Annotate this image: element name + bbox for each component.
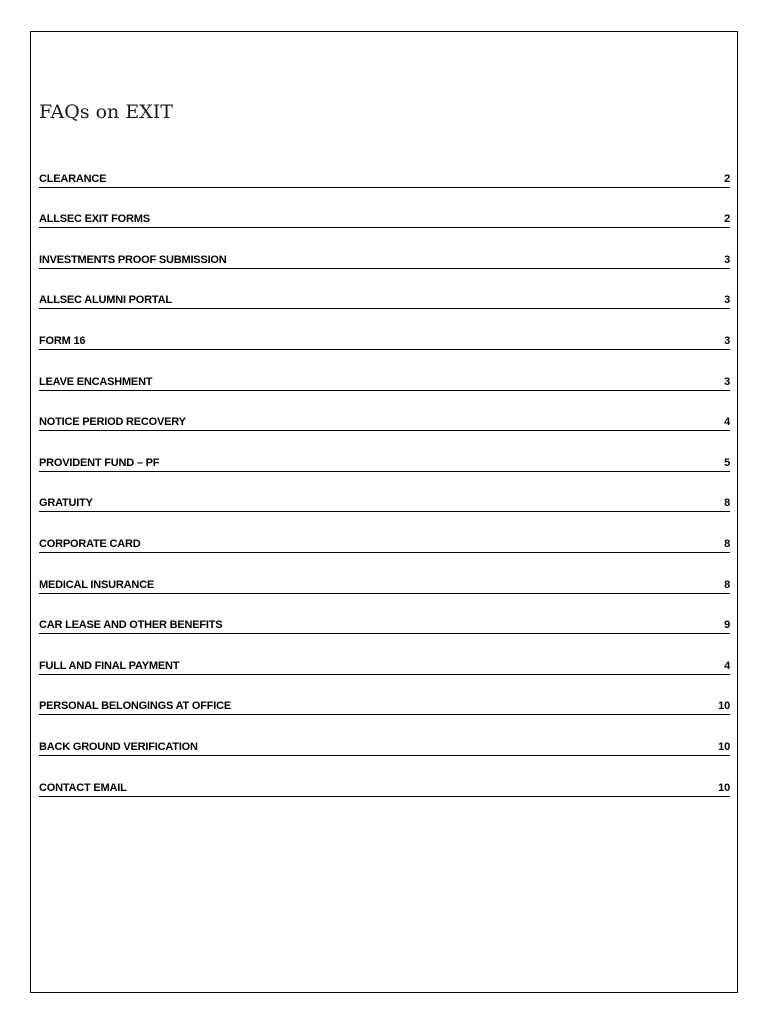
- toc-link-allsec-alumni-portal[interactable]: [39, 294, 730, 309]
- toc-entry-label: CLEARANCE: [39, 172, 107, 185]
- toc-entry-label: NOTICE PERIOD RECOVERY: [39, 416, 186, 429]
- toc-link-notice-period-recovery[interactable]: [39, 416, 730, 431]
- toc-entry-investments-proof-submission: [39, 228, 730, 269]
- toc-entry-label: CONTACT EMAIL: [39, 781, 127, 794]
- toc-entry-label: FULL AND FINAL PAYMENT: [39, 659, 180, 672]
- toc-entry-provident-fund: [39, 431, 730, 472]
- toc-entry-label: LEAVE ENCASHMENT: [39, 375, 153, 388]
- toc-entry-contact-email: [39, 756, 730, 797]
- document-page: [30, 31, 738, 993]
- toc-entry-page-number: 10: [718, 781, 730, 794]
- toc-entry-page-number: 4: [724, 416, 730, 429]
- toc-link-provident-fund[interactable]: [39, 457, 730, 472]
- toc-entry-label: MEDICAL INSURANCE: [39, 578, 154, 591]
- toc-entry-label: ALLSEC ALUMNI PORTAL: [39, 294, 172, 307]
- toc-entry-label: ALLSEC EXIT FORMS: [39, 213, 150, 226]
- toc-entry-page-number: 9: [724, 619, 730, 632]
- toc-entry-label: PROVIDENT FUND – PF: [39, 456, 160, 469]
- toc-entry-label: BACK GROUND VERIFICATION: [39, 740, 198, 753]
- toc-link-investments-proof-submission[interactable]: [39, 254, 730, 269]
- document-title: FAQs on EXIT: [39, 101, 173, 123]
- toc-entry-label: CORPORATE CARD: [39, 537, 141, 550]
- toc-link-medical-insurance[interactable]: [39, 579, 730, 594]
- toc-entry-gratuity: [39, 472, 730, 513]
- toc-link-gratuity[interactable]: [39, 497, 730, 512]
- toc-link-contact-email[interactable]: [39, 782, 730, 797]
- toc-link-full-and-final-payment[interactable]: [39, 660, 730, 675]
- toc-entry-page-number: 3: [724, 334, 730, 347]
- toc-entry-page-number: 2: [724, 172, 730, 185]
- toc-entry-medical-insurance: [39, 553, 730, 594]
- table-of-contents: [39, 147, 730, 797]
- toc-entry-label: INVESTMENTS PROOF SUBMISSION: [39, 253, 227, 266]
- toc-entry-label: PERSONAL BELONGINGS AT OFFICE: [39, 700, 232, 713]
- toc-entry-page-number: 3: [724, 375, 730, 388]
- toc-entry-page-number: 8: [724, 537, 730, 550]
- toc-entry-label: GRATUITY: [39, 497, 93, 510]
- toc-link-leave-encashment[interactable]: [39, 376, 730, 391]
- toc-entry-page-number: 3: [724, 294, 730, 307]
- toc-entry-form-16: [39, 309, 730, 350]
- toc-entry-page-number: 10: [718, 740, 730, 753]
- toc-entry-allsec-exit-forms: [39, 188, 730, 229]
- toc-link-allsec-exit-forms[interactable]: [39, 213, 730, 228]
- toc-entry-personal-belongings: [39, 675, 730, 716]
- toc-entry-allsec-alumni-portal: [39, 269, 730, 310]
- toc-entry-car-lease: [39, 594, 730, 635]
- toc-link-car-lease[interactable]: [39, 619, 730, 634]
- toc-entry-leave-encashment: [39, 350, 730, 391]
- toc-entry-page-number: 5: [724, 456, 730, 469]
- toc-entry-page-number: 8: [724, 578, 730, 591]
- toc-link-corporate-card[interactable]: [39, 538, 730, 553]
- toc-entry-label: CAR LEASE AND OTHER BENEFITS: [39, 619, 223, 632]
- toc-entry-page-number: 10: [718, 700, 730, 713]
- toc-link-personal-belongings[interactable]: [39, 700, 730, 715]
- toc-link-background-verification[interactable]: [39, 741, 730, 756]
- toc-entry-page-number: 4: [724, 659, 730, 672]
- toc-entry-full-and-final-payment: [39, 634, 730, 675]
- toc-entry-notice-period-recovery: [39, 391, 730, 432]
- toc-link-clearance[interactable]: [39, 173, 730, 188]
- toc-entry-page-number: 2: [724, 213, 730, 226]
- toc-entry-clearance: [39, 147, 730, 188]
- toc-entry-page-number: 3: [724, 253, 730, 266]
- toc-entry-page-number: 8: [724, 497, 730, 510]
- toc-entry-label: FORM 16: [39, 334, 86, 347]
- toc-link-form-16[interactable]: [39, 335, 730, 350]
- toc-entry-corporate-card: [39, 512, 730, 553]
- toc-entry-background-verification: [39, 715, 730, 756]
